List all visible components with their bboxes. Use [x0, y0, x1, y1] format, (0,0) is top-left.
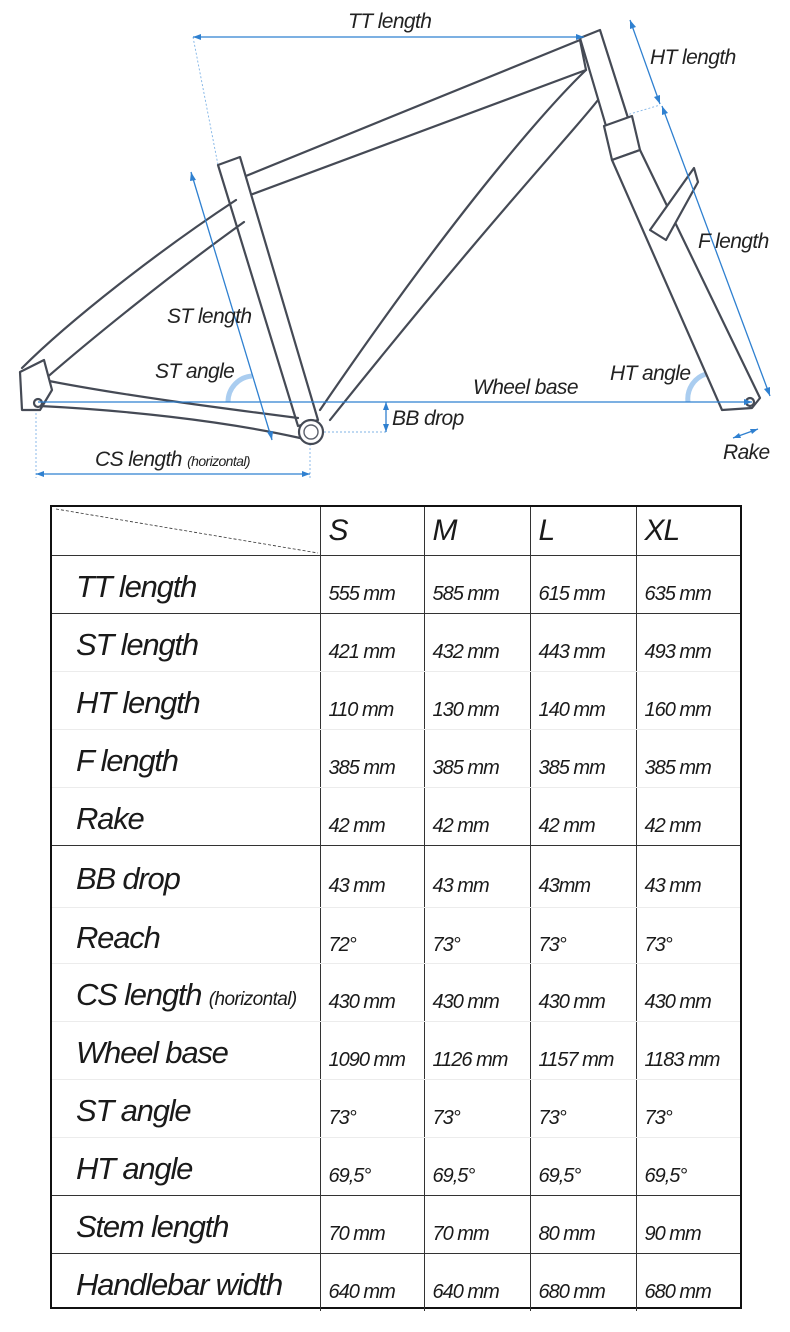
row-label-text: Rake [76, 801, 144, 836]
size-header-row [52, 507, 740, 555]
cell-m: 130 mm [424, 671, 530, 729]
cell-m: 73° [424, 907, 530, 963]
table-row [52, 613, 740, 671]
geometry-table [50, 505, 742, 1309]
cell-s: 69,5° [320, 1137, 424, 1195]
row-label-text: HT angle [76, 1151, 193, 1186]
table-row [52, 1195, 740, 1253]
cell-m: 43 mm [424, 845, 530, 907]
cell-l: 430 mm [530, 963, 636, 1021]
row-label [52, 963, 320, 1021]
row-label [52, 729, 320, 787]
cell-l: 680 mm [530, 1253, 636, 1311]
row-label [52, 787, 320, 845]
cell-l: 73° [530, 907, 636, 963]
cell-s: 421 mm [320, 613, 424, 671]
cell-l: 385 mm [530, 729, 636, 787]
cell-xl: 42 mm [636, 787, 740, 845]
cell-m: 432 mm [424, 613, 530, 671]
cell-m: 1126 mm [424, 1021, 530, 1079]
st-length-label: ST length [167, 305, 252, 328]
row-label-text: Handlebar width [76, 1267, 283, 1303]
size-header-s: S [320, 507, 424, 555]
ht-length-label: HT length [650, 46, 736, 69]
tt-guide-left [193, 37, 218, 165]
cs-length-label: CS length (horizontal) [95, 448, 250, 471]
cell-xl: 430 mm [636, 963, 740, 1021]
cell-l: 80 mm [530, 1195, 636, 1253]
table-row [52, 1137, 740, 1195]
ht-angle-arc [688, 374, 706, 402]
table-row [52, 729, 740, 787]
cell-xl: 90 mm [636, 1195, 740, 1253]
cell-xl: 680 mm [636, 1253, 740, 1311]
row-label [52, 1079, 320, 1137]
cell-xl: 493 mm [636, 613, 740, 671]
cell-l: 443 mm [530, 613, 636, 671]
wheel-base-label: Wheel base [473, 376, 578, 399]
cell-s: 72° [320, 907, 424, 963]
cell-xl: 385 mm [636, 729, 740, 787]
row-label [52, 907, 320, 963]
cell-l: 140 mm [530, 671, 636, 729]
ht-angle-label: HT angle [610, 362, 691, 385]
cell-s: 640 mm [320, 1253, 424, 1311]
cell-m: 73° [424, 1079, 530, 1137]
cell-l: 73° [530, 1079, 636, 1137]
row-label-text: BB drop [76, 861, 180, 896]
row-label-text: ST length [76, 627, 198, 662]
cell-m: 69,5° [424, 1137, 530, 1195]
row-label-text: HT length [76, 685, 200, 720]
table-row [52, 907, 740, 963]
row-label-note: (horizontal) [208, 989, 297, 1010]
f-length-label: F length [698, 230, 769, 253]
table-row [52, 845, 740, 907]
rake-label: Rake [723, 441, 770, 464]
row-label-text: TT length [76, 569, 197, 604]
cell-xl: 73° [636, 1079, 740, 1137]
cell-s: 73° [320, 1079, 424, 1137]
cell-m: 42 mm [424, 787, 530, 845]
cell-xl: 73° [636, 907, 740, 963]
cell-xl: 1183 mm [636, 1021, 740, 1079]
row-label [52, 1253, 320, 1311]
table-row [52, 1021, 740, 1079]
row-label [52, 613, 320, 671]
cell-xl: 69,5° [636, 1137, 740, 1195]
table-row [52, 671, 740, 729]
row-label-text: Reach [76, 920, 160, 955]
cell-m: 385 mm [424, 729, 530, 787]
table-row [52, 1253, 740, 1311]
row-label [52, 845, 320, 907]
table-corner [52, 507, 320, 555]
size-header-l: L [530, 507, 636, 555]
row-label [52, 1021, 320, 1079]
geometry-diagram [0, 0, 790, 490]
cell-m: 640 mm [424, 1253, 530, 1311]
cell-s: 385 mm [320, 729, 424, 787]
cell-m: 70 mm [424, 1195, 530, 1253]
cell-s: 430 mm [320, 963, 424, 1021]
table-row [52, 1079, 740, 1137]
cell-s: 42 mm [320, 787, 424, 845]
cell-s: 110 mm [320, 671, 424, 729]
cell-s: 70 mm [320, 1195, 424, 1253]
row-label-text: F length [76, 743, 178, 778]
cell-xl: 160 mm [636, 671, 740, 729]
cell-l: 69,5° [530, 1137, 636, 1195]
row-label-text: ST angle [76, 1093, 191, 1128]
cell-xl: 635 mm [636, 555, 740, 613]
cell-s: 555 mm [320, 555, 424, 613]
row-label [52, 671, 320, 729]
st-angle-label: ST angle [155, 360, 235, 383]
cell-l: 42 mm [530, 787, 636, 845]
row-label-text: Stem length [76, 1209, 229, 1244]
row-label [52, 555, 320, 613]
tt-length-label: TT length [348, 10, 432, 33]
row-label [52, 1195, 320, 1253]
table-row [52, 555, 740, 613]
row-label-text: Wheel base [76, 1035, 228, 1070]
bb-drop-label: BB drop [392, 407, 464, 430]
row-label [52, 1137, 320, 1195]
cell-l: 615 mm [530, 555, 636, 613]
table-row [52, 963, 740, 1021]
cell-s: 1090 mm [320, 1021, 424, 1079]
size-header-xl: XL [636, 507, 740, 555]
table-row [52, 787, 740, 845]
cell-l: 1157 mm [530, 1021, 636, 1079]
size-header-m: M [424, 507, 530, 555]
cell-xl: 43 mm [636, 845, 740, 907]
row-label-text: CS length [76, 977, 202, 1012]
cell-m: 585 mm [424, 555, 530, 613]
cell-l: 43mm [530, 845, 636, 907]
cell-s: 43 mm [320, 845, 424, 907]
cell-m: 430 mm [424, 963, 530, 1021]
